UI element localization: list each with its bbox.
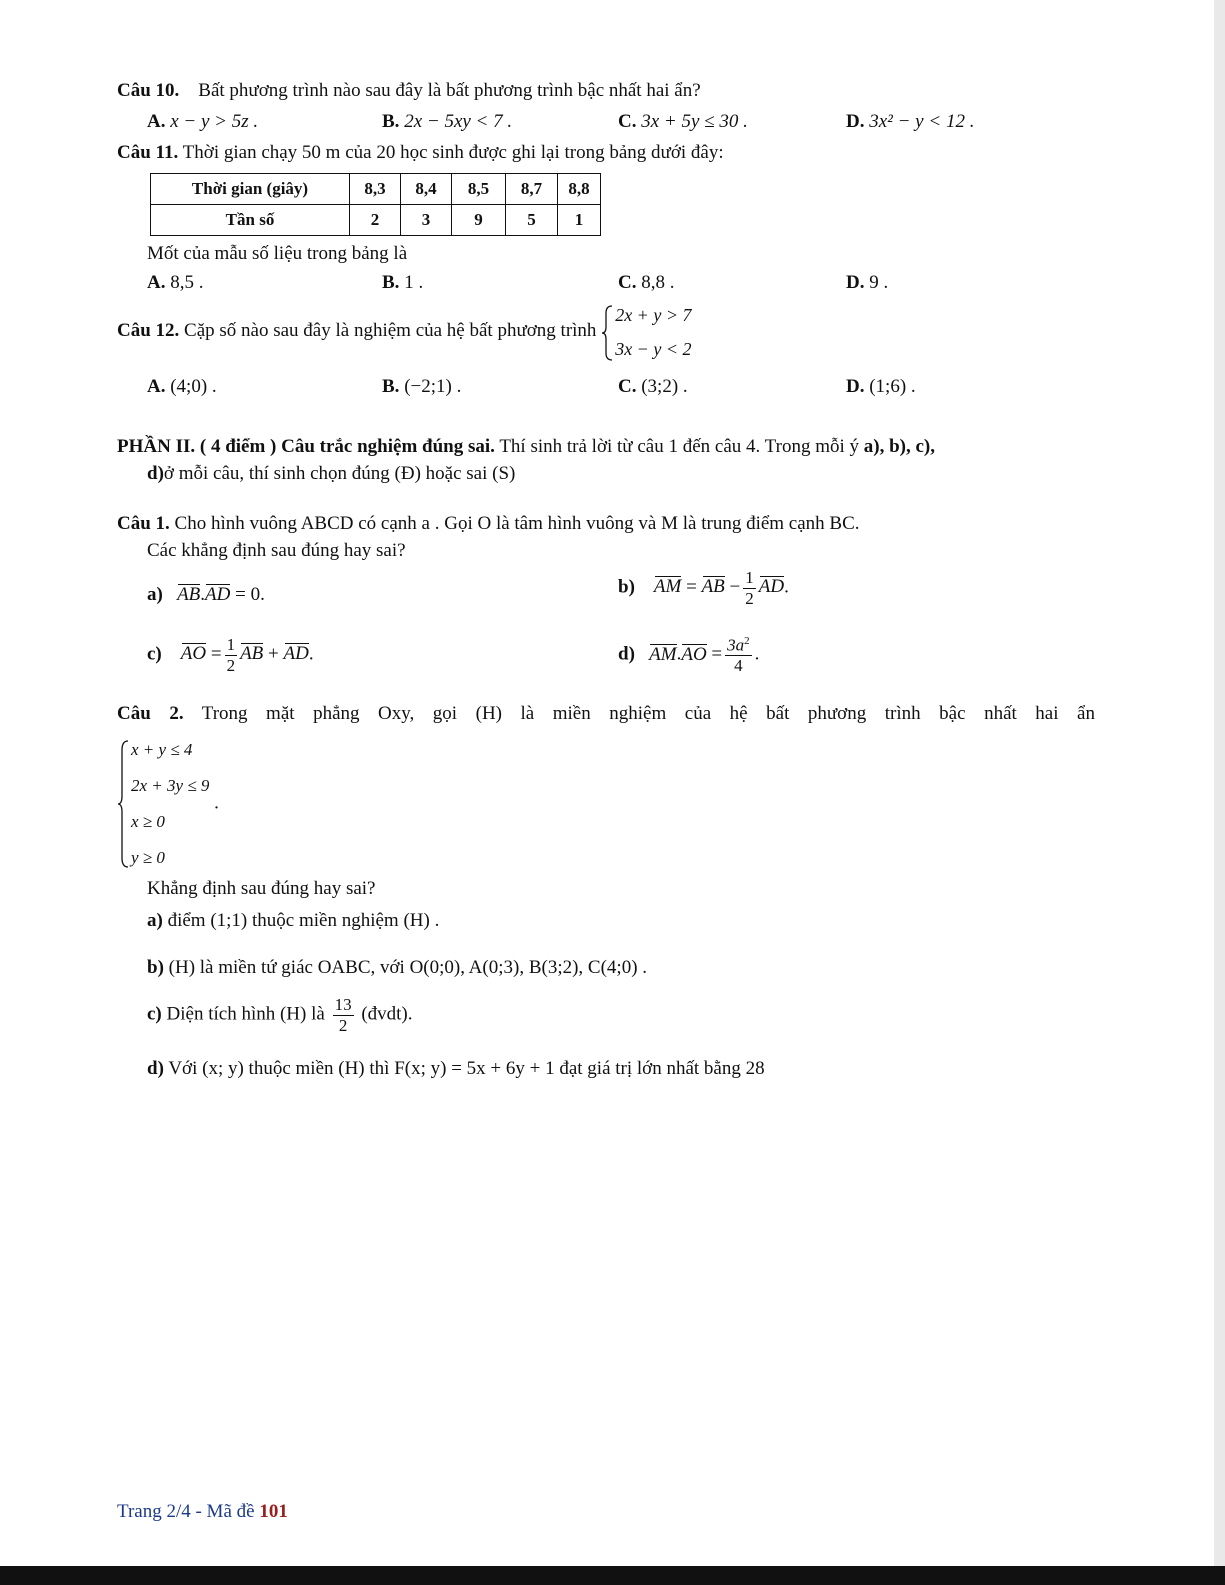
- option-letter: C.: [618, 272, 637, 293]
- q12-system-line: 2x + y > 7: [615, 305, 692, 325]
- q10-option-b: [382, 111, 512, 134]
- c1-label: Câu 1.: [117, 513, 170, 534]
- table-cell: 2: [350, 205, 401, 236]
- option-text: 8,8 .: [641, 272, 675, 293]
- q10-option-c: [618, 111, 748, 134]
- c2-system-line: x + y ≤ 4: [131, 740, 193, 759]
- option-letter: C.: [618, 111, 637, 132]
- c1-statement-c: c) AO = $\frac{1}{2}$ AB + AD.: [147, 635, 314, 675]
- c2-system-line: y ≥ 0: [131, 847, 165, 867]
- table-cell: 1: [558, 205, 601, 236]
- c2-text: Trong mặt phẳng Oxy, gọi (H) là miền nghiệm của hệ bất phương trình bậc nhất hai ẩn: [201, 703, 1095, 724]
- q10-label: Câu 10.: [117, 80, 180, 101]
- q12-option-a: [147, 376, 217, 399]
- statement-label: a): [147, 584, 163, 605]
- option-text: 3x + 5y ≤ 30 .: [641, 111, 748, 132]
- c2-system-line: x ≥ 0: [131, 811, 165, 831]
- option-text: 3x² − y < 12 .: [869, 111, 975, 132]
- c2-statement-d: [147, 1058, 765, 1081]
- footer-code: 101: [259, 1501, 288, 1522]
- page-bottom-edge: [0, 1566, 1225, 1585]
- option-text: (4;0) .: [170, 376, 217, 397]
- q11-option-a: [147, 272, 203, 295]
- c2-stem: [117, 703, 1095, 726]
- part2-instruction: Thí sinh trả lời từ câu 1 đến câu 4. Trong mỗi ý: [499, 436, 860, 457]
- statement-label: c): [147, 643, 162, 665]
- statement-label: a): [147, 910, 163, 931]
- table-cell: 8,3: [350, 174, 401, 205]
- option-letter: B.: [382, 376, 400, 397]
- q11-option-d: [846, 272, 888, 295]
- statement-label: d): [147, 1058, 164, 1079]
- c1-statement-d: d) AM.AO = $\frac{3a^2}{4}$ .: [618, 635, 760, 676]
- table-header-cell: Thời gian (giây): [151, 174, 350, 205]
- option-text: x − y > 5z .: [170, 111, 259, 132]
- table-cell: 8,4: [401, 174, 452, 205]
- option-text: 9 .: [869, 272, 889, 293]
- brace-icon: [117, 740, 129, 868]
- q11-text: Thời gian chạy 50 m của 20 học sinh được ghi lại trong bảng dưới đây:: [182, 142, 724, 163]
- statement-label: d): [618, 643, 635, 665]
- part2-heading-line2: [147, 463, 515, 486]
- option-text: (3;2) .: [641, 376, 688, 397]
- c2-statement-b: [147, 957, 647, 980]
- q11-option-b: [382, 272, 423, 295]
- c1-text: Cho hình vuông ABCD có cạnh a . Gọi O là tâm hình vuông và M là trung điểm cạnh BC.: [174, 513, 860, 534]
- statement-label: b): [618, 576, 635, 598]
- q12-label: Câu 12.: [117, 320, 180, 341]
- q11-label: Câu 11.: [117, 142, 179, 163]
- option-letter: A.: [147, 272, 166, 293]
- option-text: 8,5 .: [170, 272, 204, 293]
- option-text: 2x − 5xy < 7 .: [404, 111, 513, 132]
- option-letter: B.: [382, 111, 400, 132]
- q12-text: Cặp số nào sau đây là nghiệm của hệ bất phương trình: [184, 320, 597, 341]
- statement-text: Với (x; y) thuộc miền (H) thì F(x; y) = 5x + 6y + 1 đạt giá trị lớn nhất bằng 28: [168, 1058, 765, 1079]
- table-cell: 5: [506, 205, 558, 236]
- q10-stem: [117, 80, 701, 103]
- table-cell: 8,7: [506, 174, 558, 205]
- part2-item-d: d): [147, 463, 164, 484]
- c1-stem: [117, 513, 860, 536]
- option-letter: D.: [846, 111, 865, 132]
- table-header-cell: Tần số: [151, 205, 350, 236]
- q12-option-c: [618, 376, 688, 399]
- c2-label: Câu 2.: [117, 703, 184, 724]
- option-letter: A.: [147, 376, 166, 397]
- option-letter: D.: [846, 376, 865, 397]
- q11-stem: [117, 142, 724, 165]
- statement-text: (đvdt).: [361, 1003, 413, 1025]
- statement-text: điểm (1;1) thuộc miền nghiệm (H) .: [167, 910, 440, 931]
- part2-heading: [117, 436, 935, 459]
- option-letter: B.: [382, 272, 400, 293]
- q12-option-b: [382, 376, 461, 399]
- fraction-numerator: 13: [334, 995, 352, 1014]
- c1-statement-b: b) AM = AB − $\frac{1}{2}$ AD.: [618, 568, 789, 608]
- c2-system-line: 2x + 3y ≤ 9: [131, 775, 210, 795]
- part2-title: PHẦN II. ( 4 điểm ) Câu trắc nghiệm đúng sai.: [117, 436, 495, 457]
- q10-text: Bất phương trình nào sau đây là bất phương trình bậc nhất hai ẩn?: [198, 80, 701, 101]
- table-cell: 8,8: [558, 174, 601, 205]
- q11-option-c: [618, 272, 674, 295]
- c2-statement-a: [147, 910, 439, 933]
- c2-system: x + y ≤ 4 2x + 3y ≤ 9 x ≥ 0 y ≥ 0 .: [117, 740, 219, 868]
- statement-text: Diện tích hình (H) là: [166, 1003, 325, 1025]
- q12-system: [601, 305, 691, 361]
- table-cell: 8,5: [452, 174, 506, 205]
- statement-label: b): [147, 957, 164, 978]
- option-text: (1;6) .: [869, 376, 916, 397]
- brace-icon: [601, 305, 613, 361]
- part2-items: a), b), c),: [863, 436, 935, 457]
- q12-stem: [117, 305, 691, 361]
- q12-system-line: 3x − y < 2: [615, 339, 692, 360]
- statement-text: (H) là miền tứ giác OABC, với O(0;0), A(0;3), B(3;2), C(4;0) .: [168, 957, 648, 978]
- statement-label: c): [147, 1003, 162, 1025]
- option-letter: D.: [846, 272, 865, 293]
- fraction-denominator: 2: [338, 1015, 348, 1035]
- q12-option-d: [846, 376, 916, 399]
- page-footer: [117, 1501, 288, 1524]
- option-text: 1 .: [404, 272, 424, 293]
- option-letter: C.: [618, 376, 637, 397]
- table-row: [151, 205, 601, 236]
- part2-instruction2: ở mỗi câu, thí sinh chọn đúng (Đ) hoặc sai (S): [163, 463, 516, 484]
- frequency-table: [150, 173, 601, 236]
- table-cell: 9: [452, 205, 506, 236]
- page-edge: [1214, 0, 1225, 1585]
- c1-statement-a: a) AB.AD = 0.: [147, 584, 265, 605]
- q10-option-d: [846, 111, 974, 134]
- c2-prompt: Khẳng định sau đúng hay sai?: [147, 878, 376, 899]
- c1-prompt: Các khẳng định sau đúng hay sai?: [147, 540, 406, 561]
- c2-statement-c: [147, 995, 413, 1035]
- option-letter: A.: [147, 111, 166, 132]
- table-cell: 3: [401, 205, 452, 236]
- footer-page: Trang 2/4 - Mã đề: [117, 1501, 255, 1522]
- table-row: [151, 174, 601, 205]
- option-text: (−2;1) .: [404, 376, 462, 397]
- q10-option-a: [147, 111, 258, 134]
- q11-question: Mốt của mẫu số liệu trong bảng là: [147, 243, 408, 264]
